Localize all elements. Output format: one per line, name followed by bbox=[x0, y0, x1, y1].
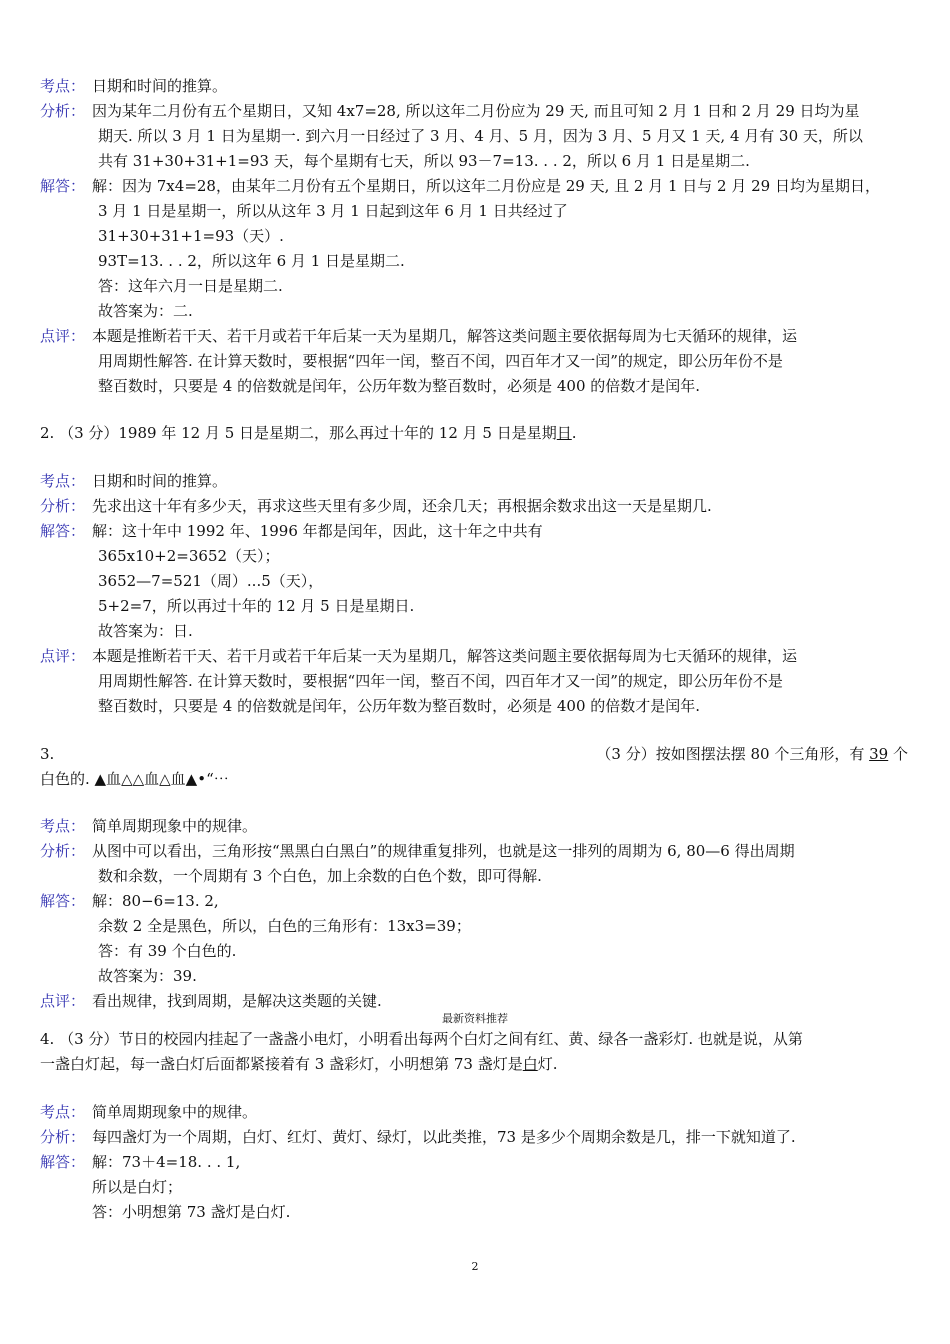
b1-dianping-line: 整百数时，只要是 4 的倍数就是闰年，公历年数为整百数时，必须是 400 的倍数才是闰年. bbox=[98, 377, 701, 395]
b1-kaodian-text: 日期和时间的推算。 bbox=[92, 77, 228, 95]
q4-jieda-line: 所以是白灯； bbox=[92, 1178, 183, 1196]
dianping-label: 点评： bbox=[40, 647, 86, 665]
page-number: 2 bbox=[471, 1260, 479, 1273]
dianping-label: 点评： bbox=[40, 992, 86, 1010]
q3-line2: 白色的. ▲血△△血△血▲•“⋯ bbox=[40, 770, 229, 788]
b1-dianping-line: 本题是推断若干天、若干月或若干年后某一天为星期几，解答这类问题主要依据每周为七天循环的规律，运 bbox=[92, 327, 798, 345]
q3-kaodian-row bbox=[40, 814, 910, 838]
b1-dianping-line: 用周期性解答. 在计算天数时，要根据“四年一闰，整百不闰，四百年才又一闰”的规定，即公历年份不是 bbox=[98, 352, 783, 370]
q3-kaodian-text: 简单周期现象中的规律。 bbox=[92, 817, 258, 835]
q2-dianping-line: 整百数时，只要是 4 的倍数就是闰年，公历年数为整百数时，必须是 400 的倍数才是闰年. bbox=[98, 697, 701, 715]
q3-jieda-row bbox=[40, 889, 910, 913]
q4-kaodian-row bbox=[40, 1100, 910, 1124]
q2-fenxi-row bbox=[40, 494, 910, 518]
jieda-label: 解答： bbox=[40, 177, 86, 195]
b1-fenxi-line: 共有 31+30+31+1=93 天，每个星期有七天，所以 93－7=13. . . 2，所以 6 月 1 日是星期二. bbox=[98, 152, 750, 170]
q2-jieda-line: 365x10+2=3652（天）； bbox=[98, 547, 280, 565]
fenxi-label: 分析： bbox=[40, 497, 86, 515]
kaodian-label: 考点： bbox=[40, 472, 86, 490]
q4-jieda-line: 解：73＋4=18. . . 1, bbox=[92, 1153, 241, 1171]
b1-jieda-line: 31+30+31+1=93（天）. bbox=[98, 227, 284, 245]
dianping-label: 点评： bbox=[40, 327, 86, 345]
q2-answer: 日 bbox=[556, 424, 572, 442]
q4-kaodian-text: 简单周期现象中的规律。 bbox=[92, 1103, 258, 1121]
q3-question-text: （3 分）按如图摆法摆 80 个三角形，有 bbox=[596, 745, 865, 763]
q3-dianping-text: 看出规律，找到周期，是解决这类题的关键. bbox=[92, 992, 382, 1010]
b1-jieda-row bbox=[40, 174, 910, 198]
b1-jieda-line: 故答案为：二. bbox=[98, 302, 193, 320]
jieda-label: 解答： bbox=[40, 892, 86, 910]
q2-jieda-line: 故答案为：日. bbox=[98, 622, 193, 640]
q3-question bbox=[596, 742, 908, 766]
q2-jieda-line: 解：这十年中 1992 年、1996 年都是闰年，因此，这十年之中共有 bbox=[92, 522, 543, 540]
q3-fenxi-line: 从图中可以看出，三角形按“黑黑白白黑白”的规律重复排列，也就是这一排列的周期为 6, 80—6 得出周期 bbox=[92, 842, 795, 860]
q2-kaodian-row bbox=[40, 469, 910, 493]
b1-fenxi-line: 因为某年二月份有五个星期日，又知 4x7=28, 所以这年二月份应为 29 天, 而且可知 2 月 1 日和 2 月 29 日均为星 bbox=[92, 102, 860, 120]
q4-jieda-line: 答：小明想第 73 盏灯是白灯. bbox=[92, 1203, 291, 1221]
q2-jieda-row bbox=[40, 519, 910, 543]
q2-dianping-line: 本题是推断若干天、若干月或若干年后某一天为星期几，解答这类问题主要依据每周为七天循环的规律，运 bbox=[92, 647, 798, 665]
q2-kaodian-text: 日期和时间的推算。 bbox=[92, 472, 228, 490]
q4-fenxi-text: 每四盏灯为一个周期，白灯、红灯、黄灯、绿灯，以此类推，73 是多少个周期余数是几，排一下就知道了. bbox=[92, 1128, 796, 1146]
q3-fenxi-row bbox=[40, 839, 910, 863]
b1-jieda-line: 解：因为 7x4=28，由某年二月份有五个星期日，所以这年二月份应是 29 天, 且 2 月 1 日与 2 月 29 日均为星期日， bbox=[92, 177, 880, 195]
kaodian-label: 考点： bbox=[40, 1103, 86, 1121]
q3-jieda-line: 解：80−6=13. 2, bbox=[92, 892, 219, 910]
q3-jieda-line: 故答案为：39. bbox=[98, 967, 197, 985]
b1-jieda-line: 答：这年六月一日是星期二. bbox=[98, 277, 283, 295]
fenxi-label: 分析： bbox=[40, 102, 86, 120]
q4-line2-pre: 一盏白灯起，每一盏白灯后面都紧接着有 3 盏彩灯，小明想第 73 盏灯是 bbox=[40, 1055, 523, 1073]
q4-answer: 白 bbox=[522, 1055, 538, 1073]
kaodian-label: 考点： bbox=[40, 817, 86, 835]
b1-fenxi-row bbox=[40, 99, 910, 123]
q3-unit: 个 bbox=[888, 745, 908, 763]
q3-answer: 39 bbox=[869, 745, 889, 763]
q3-number: 3. bbox=[40, 745, 55, 763]
b1-dianping-row bbox=[40, 324, 910, 348]
q4-line1: 4. （3 分）节日的校园内挂起了一盏盏小电灯，小明看出每两个白灯之间有红、黄、绿各一盏彩灯. 也就是说，从第 bbox=[40, 1030, 803, 1048]
fenxi-label: 分析： bbox=[40, 1128, 86, 1146]
q3-fenxi-line: 数和余数，一个周期有 3 个白色，加上余数的白色个数，即可得解. bbox=[98, 867, 542, 885]
q2-jieda-line: 5+2=7，所以再过十年的 12 月 5 日是星期日. bbox=[98, 597, 415, 615]
q2-question-text: 2. （3 分）1989 年 12 月 5 日是星期二，那么再过十年的 12 月 5 日是星期 bbox=[40, 424, 557, 442]
q4-fenxi-row bbox=[40, 1125, 910, 1149]
q2-question bbox=[40, 421, 910, 445]
fenxi-label: 分析： bbox=[40, 842, 86, 860]
q3-jieda-line: 余数 2 全是黑色，所以，白色的三角形有：13x3=39； bbox=[98, 917, 471, 935]
b1-kaodian-row bbox=[40, 74, 910, 98]
q4-line2-post: 灯. bbox=[537, 1055, 558, 1073]
q2-jieda-line: 3652—7=521（周）...5（天）， bbox=[98, 572, 324, 590]
q3-jieda-line: 答：有 39 个白色的. bbox=[98, 942, 237, 960]
b1-fenxi-line: 期天. 所以 3 月 1 日为星期一. 到六月一日经过了 3 月、4 月、5 月，因为 3 月、5 月又 1 天, 4 月有 30 天，所以 bbox=[98, 127, 863, 145]
jieda-label: 解答： bbox=[40, 522, 86, 540]
q2-question-end: . bbox=[571, 424, 577, 442]
q2-dianping-row bbox=[40, 644, 910, 668]
q2-fenxi-text: 先求出这十年有多少天，再求这些天里有多少周，还余几天；再根据余数求出这一天是星期几. bbox=[92, 497, 712, 515]
q2-dianping-line: 用周期性解答. 在计算天数时，要根据“四年一闰，整百不闰，四百年才又一闰”的规定，即公历年份不是 bbox=[98, 672, 783, 690]
kaodian-label: 考点： bbox=[40, 77, 86, 95]
b1-jieda-line: 93T=13. . . 2，所以这年 6 月 1 日是星期二. bbox=[98, 252, 405, 270]
footer-title: 最新资料推荐 bbox=[442, 1012, 508, 1025]
jieda-label: 解答： bbox=[40, 1153, 86, 1171]
q4-jieda-row bbox=[40, 1150, 910, 1174]
q4-line2 bbox=[40, 1052, 910, 1076]
b1-jieda-line: 3 月 1 日是星期一，所以从这年 3 月 1 日起到这年 6 月 1 日共经过了 bbox=[98, 202, 568, 220]
